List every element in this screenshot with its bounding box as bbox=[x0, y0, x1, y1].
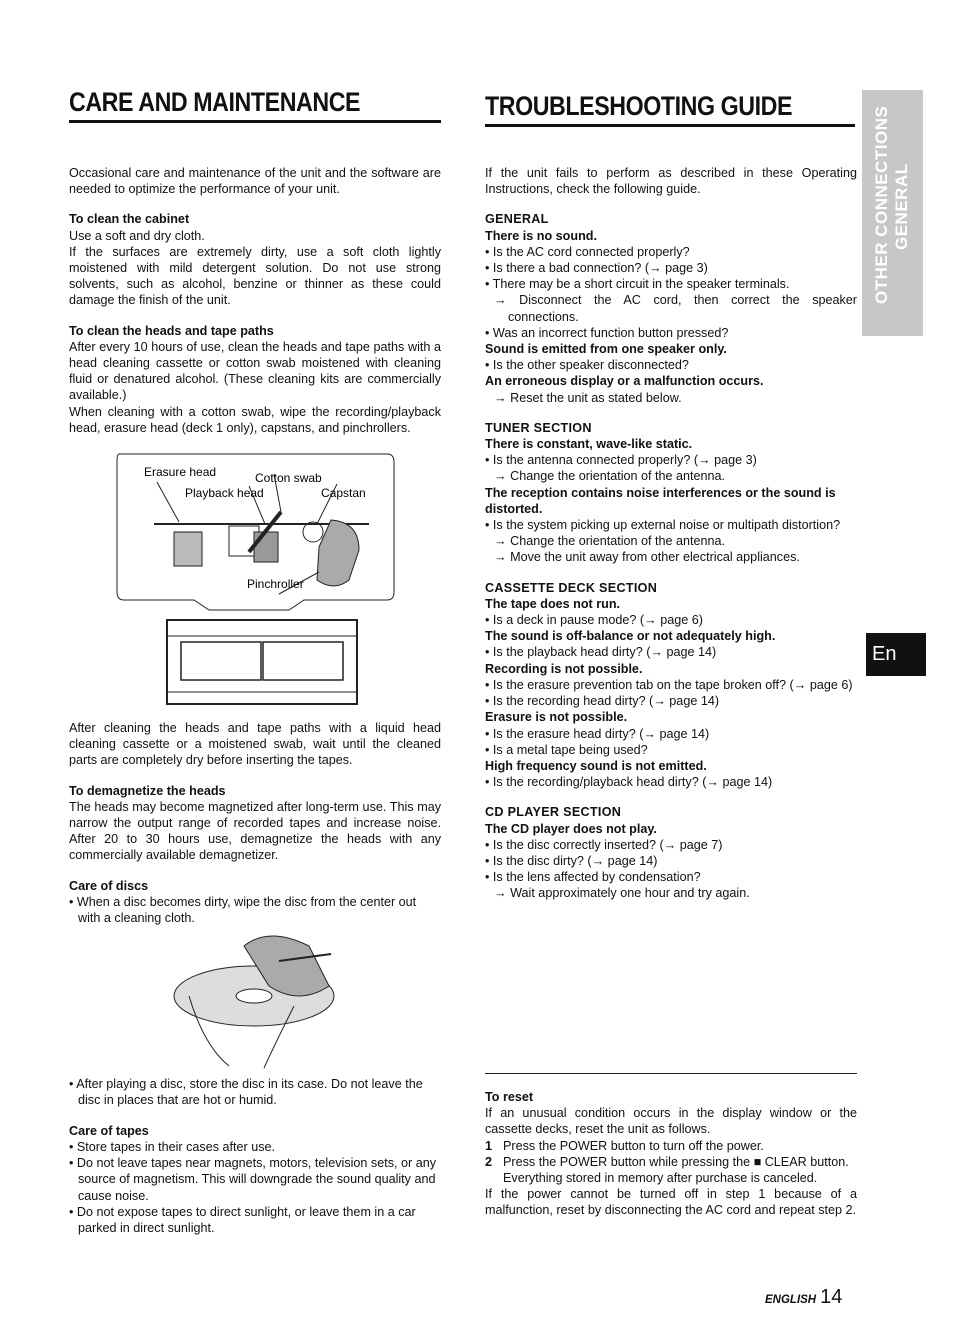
reset-step-2-number: 2 bbox=[485, 1154, 493, 1169]
reset-step-1 bbox=[485, 1138, 857, 1154]
clean-cabinet-text-1: Use a soft and dry cloth. bbox=[69, 228, 205, 243]
cassette-q4-bullet-2: • Is a metal tape being used? bbox=[485, 742, 648, 757]
title-rule bbox=[485, 124, 855, 127]
side-tab-line-2: GENERAL bbox=[892, 163, 911, 250]
reset-heading: To reset bbox=[485, 1090, 534, 1104]
side-tab-line-1: OTHER CONNECTIONS bbox=[872, 105, 891, 304]
tuner-heading: TUNER SECTION bbox=[485, 420, 592, 435]
care-tapes-bullet-1: • Store tapes in their cases after use. bbox=[69, 1139, 276, 1154]
general-heading: GENERAL bbox=[485, 212, 549, 227]
cd-q1-bullet-1: • Is the disc correctly inserted? (→ page 7) bbox=[485, 837, 723, 852]
cd-heading: CD PLAYER SECTION bbox=[485, 805, 622, 820]
reset-step-2-text: Press the POWER button while pressing the ■ CLEAR button. Everything stored in memory after purchase is canceled. bbox=[503, 1154, 849, 1186]
capstan-label: Capstan bbox=[321, 486, 366, 501]
title-rule bbox=[69, 120, 441, 123]
reset-step-1-text: Press the POWER button to turn off the power. bbox=[503, 1138, 764, 1153]
cassette-q5: High frequency sound is not emitted. bbox=[485, 758, 707, 773]
demagnetize-text: The heads may become magnetized after long-term use. This may narrow the output range of recorded tapes and increase noise. After 20 to 30 hours use, demagnetize the heads with any commercially available demagnetizer. bbox=[69, 799, 441, 863]
cassette-q2-bullet-1: • Is the playback head dirty? (→ page 14) bbox=[485, 645, 717, 660]
care-discs-bullet-2: • After playing a disc, store the disc in its case. Do not leave the disc in places that are hot or humid. bbox=[69, 1077, 423, 1108]
care-maintenance-title: CARE AND MAINTENANCE bbox=[69, 87, 361, 117]
disc-cleaning-illustration bbox=[69, 926, 441, 1076]
demagnetize-heading: To demagnetize the heads bbox=[69, 783, 226, 798]
troubleshooting-title: TROUBLESHOOTING GUIDE bbox=[485, 91, 793, 121]
reset-intro: If an unusual condition occurs in the display window or the cassette decks, reset the unit as follows. bbox=[485, 1106, 857, 1137]
general-q1-bullet-3: • There may be a short circuit in the speaker terminals. bbox=[485, 277, 790, 292]
tuner-q2-action-2: → Move the unit away from other electrical appliances. bbox=[494, 550, 800, 565]
cassette-q4: Erasure is not possible. bbox=[485, 710, 628, 725]
reset-step-1-number: 1 bbox=[485, 1138, 493, 1153]
cd-q1-bullet-2: • Is the disc dirty? (→ page 14) bbox=[485, 853, 658, 868]
reset-note: If the power cannot be turned off in step 1 because of a malfunction, reset by disconnecting the AC cord and repeat step 2. bbox=[485, 1187, 857, 1218]
care-tapes-heading: Care of tapes bbox=[69, 1123, 149, 1138]
clean-heads-text-1: After every 10 hours of use, clean the heads and tape paths with a head cleaning cassette or cotton swab moistened with cleaning fluid or denatured alcohol. (These cleaning kits are commercially available.) bbox=[69, 339, 441, 403]
troubleshooting-intro: If the unit fails to perform as described in these Operating Instructions, check the following guide. bbox=[485, 166, 857, 197]
section-side-tab bbox=[862, 90, 923, 336]
cassette-q1-bullet-1: • Is a deck in pause mode? (→ page 6) bbox=[485, 613, 703, 628]
general-q2-bullet-1: • Is the other speaker disconnected? bbox=[485, 358, 689, 373]
care-intro: Occasional care and maintenance of the unit and the software are needed to optimize the performance of your unit. bbox=[69, 166, 441, 197]
tape-deck-illustration bbox=[69, 452, 441, 712]
cassette-q5-bullet-1: • Is the recording/playback head dirty? (→ page 14) bbox=[485, 775, 773, 790]
language-badge: En bbox=[866, 633, 926, 676]
care-discs-heading: Care of discs bbox=[69, 878, 149, 893]
clean-heads-text-2: When cleaning with a cotton swab, wipe the recording/playback head, erasure head (deck 1 only), capstans, and pinchrollers. bbox=[69, 404, 441, 435]
tuner-q1-bullet-1: • Is the antenna connected properly? (→ page 3) bbox=[485, 453, 757, 468]
cotton-swab-label: Cotton swab bbox=[255, 471, 322, 486]
clean-cabinet-text-2: If the surfaces are extremely dirty, use a soft cloth lightly moistened with mild detergent solution. Do not use strong solvents, such as alcohol, benzine or thinner as these could damage the finish of the unit. bbox=[69, 244, 441, 308]
page-number: 14 bbox=[820, 1286, 843, 1308]
cd-q1-bullet-3: • Is the lens affected by condensation? bbox=[485, 870, 701, 885]
general-q1: There is no sound. bbox=[485, 228, 597, 243]
playback-head-label: Playback head bbox=[185, 486, 264, 501]
general-q3: An erroneous display or a malfunction occurs. bbox=[485, 374, 764, 389]
cassette-q4-bullet-1: • Is the erasure head dirty? (→ page 14) bbox=[485, 726, 710, 741]
general-q3-action-1: → Reset the unit as stated below. bbox=[494, 390, 682, 405]
clean-heads-heading: To clean the heads and tape paths bbox=[69, 323, 274, 338]
after-cleaning-text: After cleaning the heads and tape paths with a liquid head cleaning cassette or a moistened swab, wait until the cleaned parts are completely dry before inserting the tapes. bbox=[69, 721, 441, 768]
tuner-q1: There is constant, wave-like static. bbox=[485, 437, 693, 452]
care-maintenance-column bbox=[69, 86, 441, 1236]
footer-language: ENGLISH bbox=[765, 1294, 817, 1306]
troubleshooting-column bbox=[485, 90, 857, 902]
general-q1-bullet-1: • Is the AC cord connected properly? bbox=[485, 244, 690, 259]
care-tapes-bullet-2: • Do not leave tapes near magnets, motors, television sets, or any source of magnetism. This will downgrade the sound quality and cause noise. bbox=[69, 1156, 437, 1203]
general-q1-action-1: → Disconnect the AC cord, then correct the speaker connections. bbox=[494, 293, 857, 324]
tape-head-figure bbox=[69, 452, 441, 712]
cassette-q3-bullet-1: • Is the erasure prevention tab on the tape broken off? (→ page 6) bbox=[485, 677, 853, 692]
cassette-q1: The tape does not run. bbox=[485, 596, 621, 611]
cassette-q3-bullet-2: • Is the recording head dirty? (→ page 14) bbox=[485, 694, 720, 709]
tuner-q2-action-1: → Change the orientation of the antenna. bbox=[494, 534, 726, 549]
cd-q1-action-1: → Wait approximately one hour and try again. bbox=[494, 886, 750, 901]
tuner-q1-action-1: → Change the orientation of the antenna. bbox=[494, 469, 726, 484]
cassette-q2: The sound is off-balance or not adequately high. bbox=[485, 629, 776, 644]
reset-step-2 bbox=[485, 1154, 857, 1186]
tuner-q2-bullet-1: • Is the system picking up external noise or multipath distortion? bbox=[485, 518, 841, 533]
cassette-q3: Recording is not possible. bbox=[485, 661, 643, 676]
general-q1-bullet-4: • Was an incorrect function button pressed? bbox=[485, 325, 729, 340]
pinchroller-label: Pinchroller bbox=[247, 577, 304, 592]
general-q1-bullet-2: • Is there a bad connection? (→ page 3) bbox=[485, 261, 708, 276]
tuner-q2: The reception contains noise interferences or the sound is distorted. bbox=[485, 485, 836, 516]
page-footer bbox=[765, 1286, 842, 1309]
general-q2: Sound is emitted from one speaker only. bbox=[485, 342, 727, 357]
clean-cabinet-heading: To clean the cabinet bbox=[69, 212, 190, 227]
care-discs-bullet-1: • When a disc becomes dirty, wipe the disc from the center out with a cleaning cloth. bbox=[69, 894, 417, 926]
erasure-head-label: Erasure head bbox=[144, 465, 217, 480]
care-tapes-bullet-3: • Do not expose tapes to direct sunlight, or leave them in a car parked in direct sunlight. bbox=[69, 1204, 416, 1235]
cd-q1: The CD player does not play. bbox=[485, 821, 657, 836]
cassette-heading: CASSETTE DECK SECTION bbox=[485, 580, 658, 595]
reset-section bbox=[485, 1089, 857, 1219]
disc-wipe-figure bbox=[69, 926, 441, 1076]
reset-divider bbox=[485, 1073, 857, 1074]
